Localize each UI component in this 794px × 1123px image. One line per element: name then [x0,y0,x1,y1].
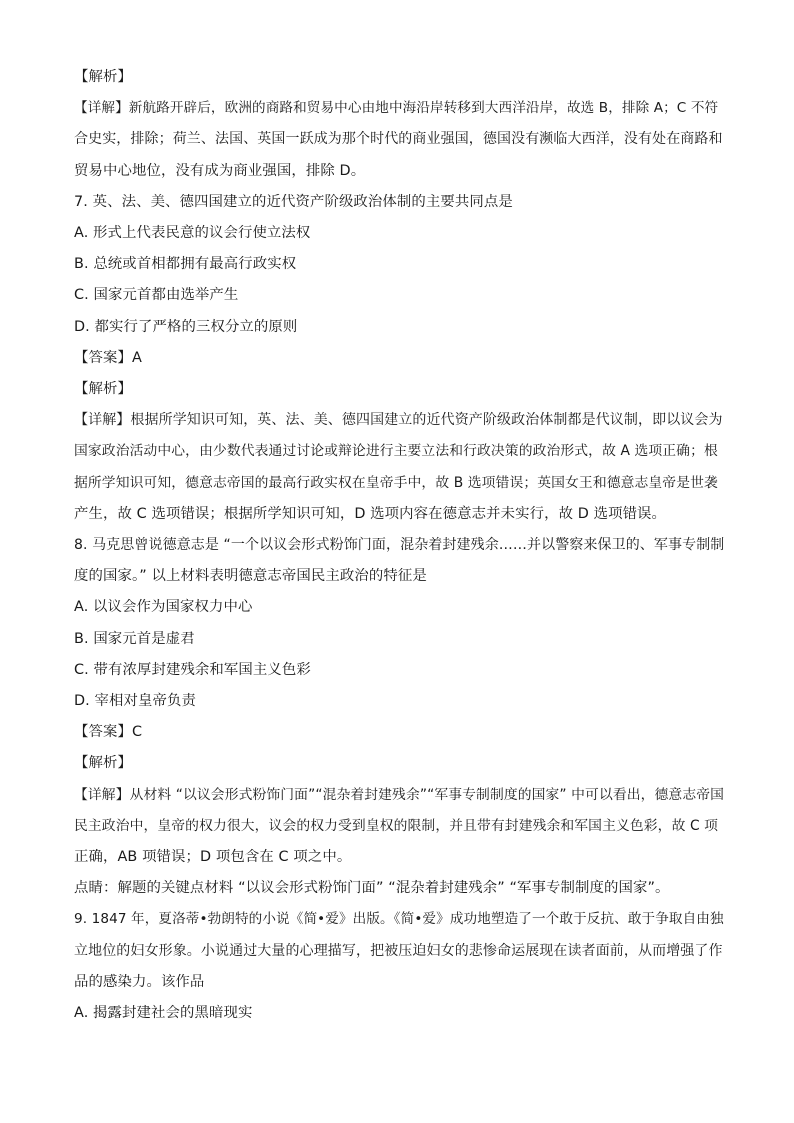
question-8-option-a: A. 以议会作为国家权力中心 [74,599,253,616]
question-8-stem [74,530,726,592]
question-9-stem-row: 品的感染力。该作品 [74,973,205,990]
document-page [74,62,726,1029]
question-8-stem-row: 度的国家。” 以上材料表明德意志帝国民主政治的特征是 [74,568,427,585]
question-8-option-b: B. 国家元首是虚君 [74,630,195,647]
detail-paragraph-q8-row: 正确，AB 项错误；D 项包含在 C 项之中。 [74,849,352,866]
question-8-option-d: D. 宰相对皇帝负责 [74,693,196,710]
detail-paragraph-q6-row: 【详解】新航路开辟后，欧洲的商路和贸易中心由地中海沿岸转移到大西洋沿岸，故选 B，排除 A；C 不符 [74,100,719,117]
detail-paragraph-q8 [74,780,726,874]
question-7-option-c: C. 国家元首都由选举产生 [74,287,239,304]
question-7-stem: 7. 英、法、美、德四国建立的近代资产阶级政治体制的主要共同点是 [74,193,513,210]
detail-paragraph-q8-row: 民主政治中，皇帝的权力很大，议会的权力受到皇权的限制，并且带有封建残余和军国主义色彩，故 C 项 [74,817,719,834]
detail-paragraph-q6 [74,93,726,187]
detail-paragraph-q6-row: 贸易中心地位，没有成为商业强国，排除 D。 [74,162,366,179]
analysis-header-1: 【解析】 [74,69,132,85]
detail-paragraph-q7 [74,405,726,530]
question-9-stem [74,904,726,998]
question-9-option-a: A. 揭露封建社会的黑暗现实 [74,1005,253,1022]
question-7-option-d: D. 都实行了严格的三权分立的原则 [74,318,298,335]
analysis-header-2: 【解析】 [74,381,132,398]
detail-paragraph-q7-row: 国家政治活动中心，由少数代表通过讨论或辩论进行主要立法和行政决策的政治形式，故 A 选项正确；根 [74,443,718,460]
detail-paragraph-q6-row: 合史实，排除；荷兰、法国、英国一跃成为那个时代的商业强国，德国没有濒临大西洋，没有处在商路和 [74,131,723,148]
question-8-option-c: C. 带有浓厚封建残余和军国主义色彩 [74,661,311,678]
question-9-stem-row: 9. 1847 年，夏洛蒂•勃朗特的小说《简•爱》出版。《简•爱》成功地塑造了一个敢于反抗、敢于争取自由独 [74,911,724,928]
detail-paragraph-q7-row: 【详解】根据所学知识可知，英、法、美、德四国建立的近代资产阶级政治体制都是代议制，即以议会为 [74,412,723,429]
tip-line-q8: 点睛：解题的关键点材料 “以议会形式粉饰门面” “混杂着封建残余” “军事专制制度的国家”。 [74,880,670,897]
question-9-stem-row: 立地位的妇女形象。小说通过大量的心理描写，把被压迫妇女的悲惨命运展现在读者面前，从而增强了作 [74,942,723,959]
detail-paragraph-q8-row: 【详解】从材料 “以议会形式粉饰门面”“混杂着封建残余”“军事专制制度的国家” 中可以看出，德意志帝国 [74,786,725,803]
question-7-option-b: B. 总统或首相都拥有最高行政实权 [74,256,297,273]
analysis-header-3: 【解析】 [74,755,132,772]
answer-8: 【答案】C [74,724,143,741]
detail-paragraph-q7-row: 据所学知识可知，德意志帝国的最高行政实权在皇帝手中，故 B 选项错误；英国女王和德意志皇帝是世袭 [74,474,718,491]
question-7-option-a: A. 形式上代表民意的议会行使立法权 [74,225,311,242]
detail-paragraph-q7-row: 产生，故 C 选项错误；根据所学知识可知，D 选项内容在德意志并未实行，故 D 选项错误。 [74,505,667,522]
question-8-stem-row: 8. 马克思曾说德意志是 “一个以议会形式粉饰门面，混杂着封建残余……并以警察来保卫的、军事专制制 [74,537,725,554]
answer-7: 【答案】A [74,349,142,366]
